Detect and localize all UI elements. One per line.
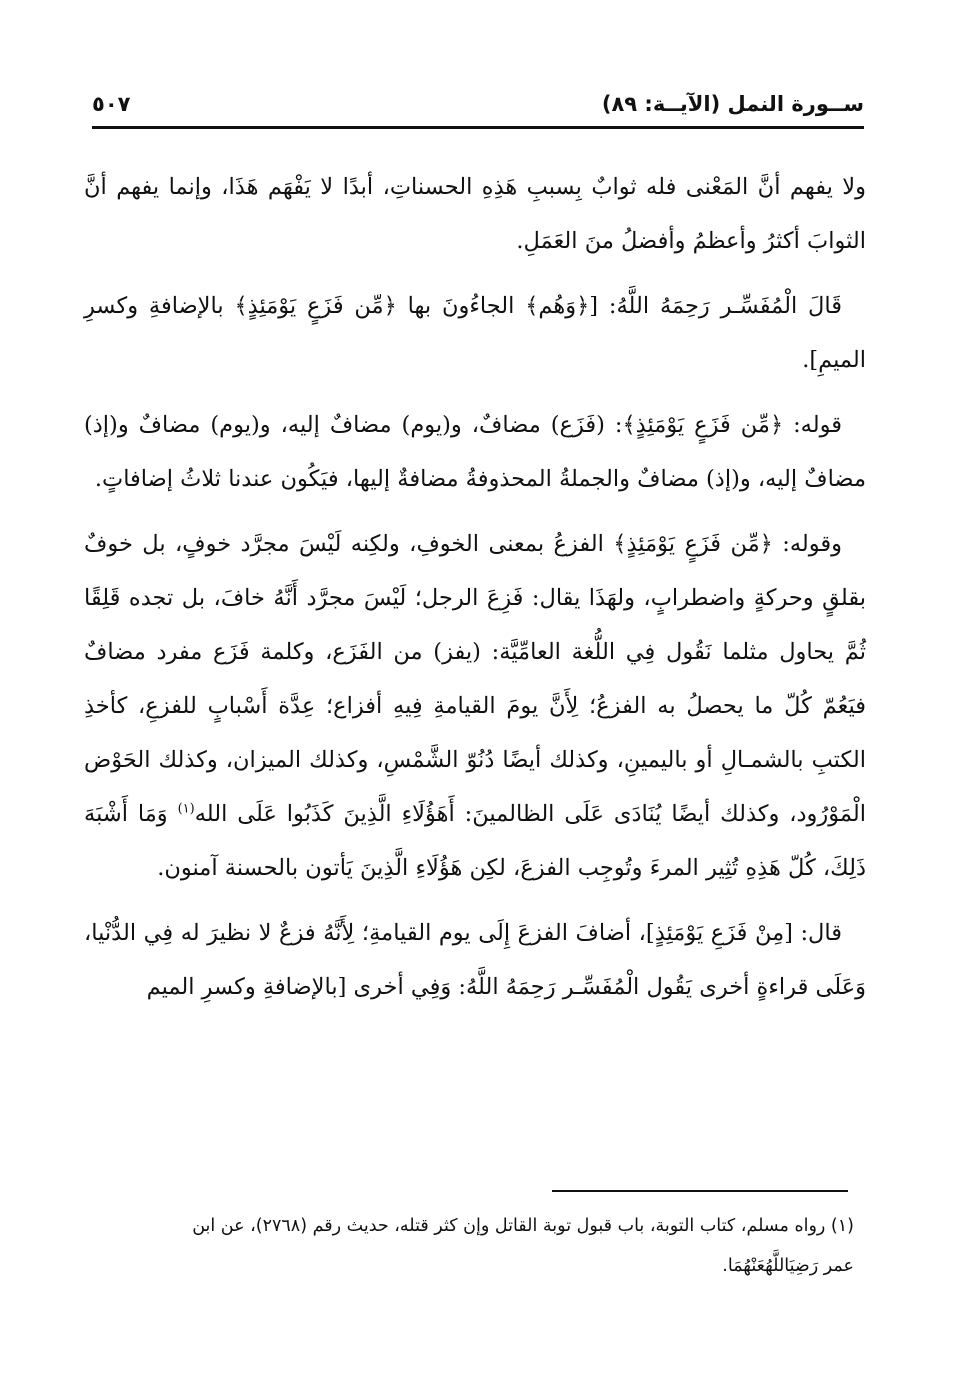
page-header — [92, 84, 864, 124]
paragraph-3: قوله: ﴿مِّن فَزَعٍ يَوْمَئِذٍ﴾: (فَزَع) مضافٌ، و(يوم) مضافٌ إليه، و(يوم) مضافٌ و(إذ) مضافٌ إليه، و(إذ) مضافٌ والجملةُ المحذوفةُ مضافةٌ إليها، فيَكُون عندنا ثلاثُ إضافاتٍ. — [84, 412, 866, 492]
footnote-line-1: (١) رواه مسلم، كتاب التوبة، باب قبول توبة القاتل وإن كثر قتله، حديث رقم (٢٧٦٨)، عن ابن — [192, 1216, 854, 1236]
paragraph-4-text-b: وَمَا أَشْبَهَ ذَلِكَ، كُلّ هَذِهِ تُثِير المرءَ وتُوجِب الفزعَ، لكِن هَؤُلَاءِ الَّذِينَ يَأتون بالحسنة آمنون. — [84, 801, 866, 881]
paragraph-4-text-a: وقوله: ﴿مِّن فَزَعٍ يَوْمَئِذٍ﴾ الفزعُ بمعنى الخوفِ، ولكِنه لَيْسَ مجرَّد خوفٍ، بل خوفٌ بقلقٍ وحركةٍ واضطرابٍ، ولهَذَا يقال: فَزِعَ الرجل؛ لَيْسَ مجرَّد أَنَّهُ خافَ، بل تجده قَلِقًا ثُمَّ يحاول مثلما نَقُول فِي اللُّغة العامِّيَّة: (يفز) من الفَزَع، وكلمة فَزَع مفرد مضافٌ فيَعُمّ كُلّ ما يحصلُ به الفزعُ؛ لِأَنَّ يومَ القيامةِ فِيهِ أفزاع؛ عِدَّة أَسْبابٍ للفزعِ، كأخذِ الكتبِ بالشمـالِ أو باليمينِ، وكذلك أيضًا دُنُوّ الشَّمْسِ، وكذلك الميزان، وكذلك الحَوْض الْمَوْرُود، وكذلك أيضًا يُنَادَى عَلَى الظالمينَ: أَهَؤُلَاءِ الَّذِينَ كَذَبُوا عَلَى الله — [84, 531, 867, 827]
surah-title: ســورة النمل (الآيــة: ٨٩) — [601, 92, 864, 116]
footnote-marker[interactable]: (١) — [177, 801, 195, 817]
footnote — [84, 1206, 854, 1286]
paragraph-4 — [84, 517, 866, 895]
main-text — [84, 160, 866, 1025]
footnote-divider — [552, 1190, 848, 1192]
paragraph-1: ولا يفهم أنَّ المَعْنى فله ثوابٌ بِسببِ هَذِهِ الحسناتِ، أبدًا لا يَفْهَم هَذَا، وإنما يفهم أنَّ الثوابَ أكثرُ وأعظمُ وأفضلُ منَ العَمَلِ. — [84, 174, 866, 254]
paragraph-2: قَالَ الْمُفَسِّـر رَحِمَهُ اللَّهُ: [﴿وَهُم﴾ الجاءُونَ بها ﴿مِّن فَزَعٍ يَوْمَئِذٍ﴾ بالإضافةِ وكسرِ الميمِ]. — [84, 293, 866, 373]
header-divider — [92, 126, 864, 129]
paragraph-5: قال: [مِنْ فَزَعِ يَوْمَئِذٍ]، أضافَ الفزعَ إِلَى يوم القيامةِ؛ لِأَنَّهُ فزعٌ لا نظيرَ له فِي الدُّنْيا، وَعَلَى قراءةٍ أخرى يَقُول الْمُفَسِّـر رَحِمَهُ اللَّهُ: وَفِي أخرى [بالإضافةِ وكسرِ الميم — [84, 920, 866, 1000]
page-number: ٥٠٧ — [92, 92, 131, 116]
footnote-line-2: عمر رَضِيَاللَّهُعَنْهُمَا. — [722, 1256, 854, 1276]
